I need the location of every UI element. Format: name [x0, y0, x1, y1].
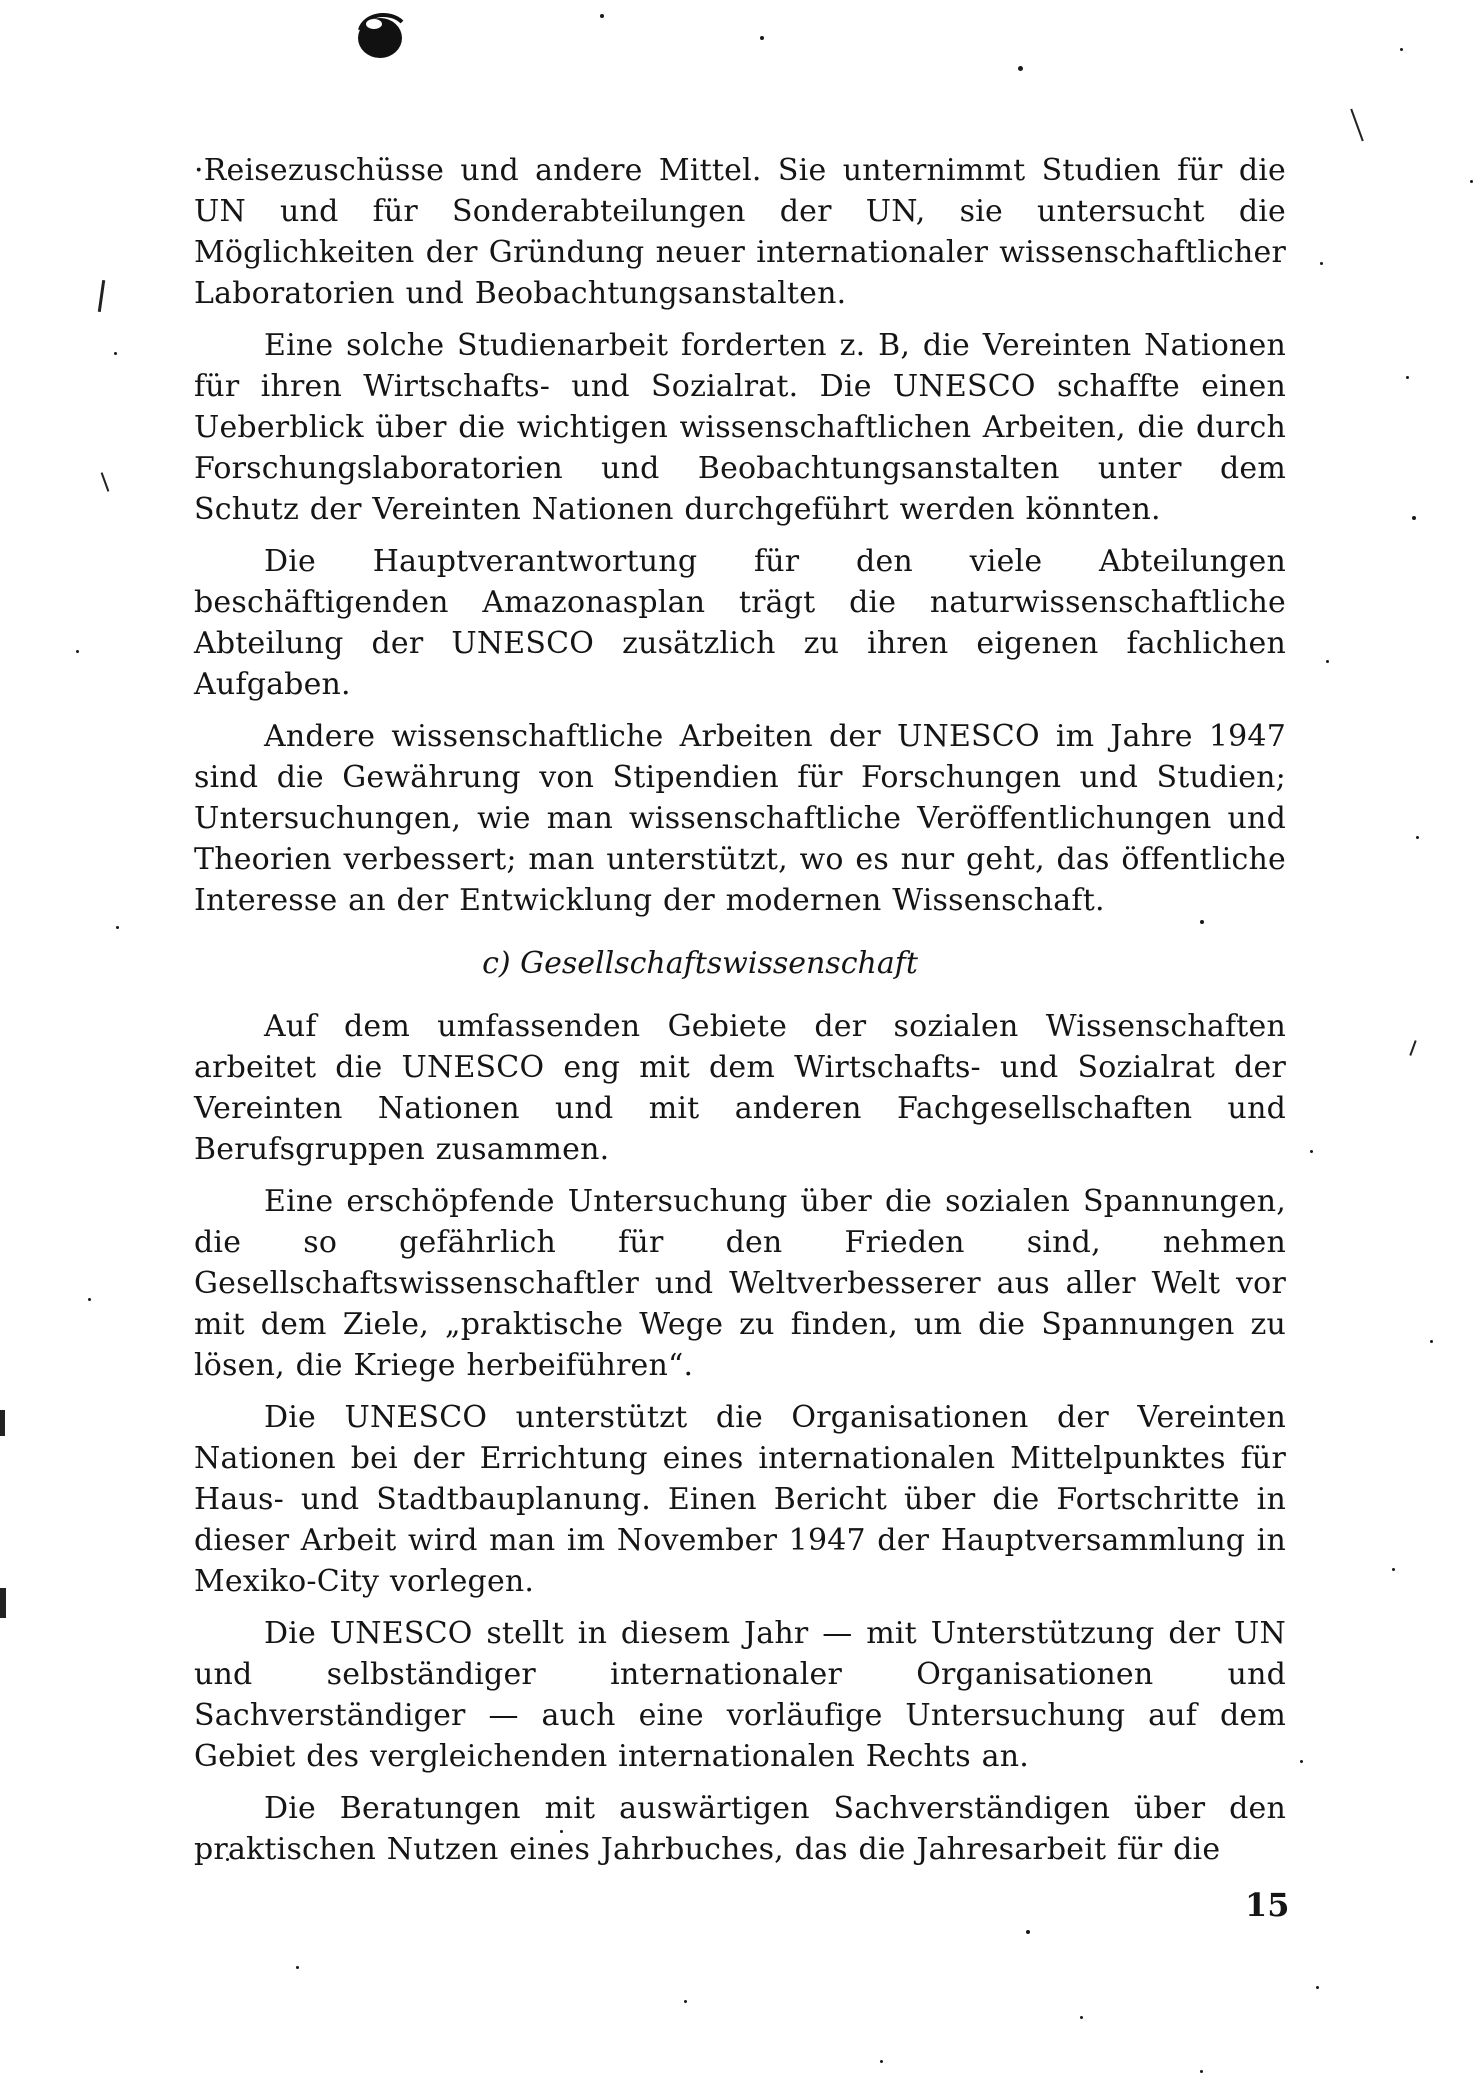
speck	[760, 36, 764, 40]
speck	[1412, 516, 1416, 520]
speck	[684, 2000, 687, 2003]
paragraph: Die Hauptverantwortung für den viele Abteilungen beschäftigenden Amazonasplan trägt die naturwissenschaftliche Abteilung der UNESCO zusätzlich zu ihren eigenen fachlichen Aufgaben.	[194, 544, 1286, 702]
body-text	[194, 150, 1286, 1881]
speck	[1326, 660, 1329, 663]
margin-mark	[1350, 109, 1364, 142]
speck	[296, 1966, 299, 1969]
paragraph: Eine solche Studienarbeit forderten z. B, die Vereinten Nationen für ihren Wirtschafts- und Sozialrat. Die UNESCO schaffte einen Ueberblick über die wichtigen wissenschaftlichen Arbeiten, die durch Forschungslaboratorien und Beobachtungsanstalten unter dem Schutz der Vereinten Nationen durchgeführt werden könnten.	[194, 328, 1286, 527]
margin-mark	[101, 472, 110, 491]
margin-mark	[0, 1410, 5, 1436]
speck	[1400, 48, 1403, 51]
paragraph: Die Beratungen mit auswärtigen Sachverständigen über den praktischen Nutzen eines Jahrbuches, das die Jahresarbeit für die	[194, 1791, 1286, 1867]
speck	[116, 926, 119, 929]
section-heading: c) Gesellschaftswissenschaft	[482, 946, 918, 981]
margin-mark	[1409, 1040, 1416, 1056]
speck	[1316, 1986, 1319, 1989]
paragraph: Auf dem umfassenden Gebiete der sozialen Wissenschaften arbeitet die UNESCO eng mit dem Wirtschafts- und Sozialrat der Vereinten Nationen und mit anderen Fachgesellschaften und Berufsgruppen zusammen.	[194, 1009, 1286, 1167]
speck	[76, 650, 79, 653]
speck	[600, 14, 604, 18]
margin-mark	[98, 280, 105, 312]
speck	[1470, 180, 1473, 183]
speck	[1310, 1150, 1313, 1153]
paragraph: Die UNESCO unterstützt die Organisationen der Vereinten Nationen bei der Errichtung eines internationalen Mittelpunktes für Haus- und Stadtbauplanung. Einen Bericht über die Fortschritte in dieser Arbeit wird man im November 1947 der Hauptversammlung in Mexiko-City vorlegen.	[194, 1400, 1286, 1599]
speck	[1320, 262, 1323, 265]
speck	[1392, 1568, 1395, 1571]
speck	[1018, 66, 1023, 71]
speck	[1026, 1930, 1030, 1934]
paragraph: Eine erschöpfende Untersuchung über die sozialen Spannungen, die so gefährlich für den Frieden sind, nehmen Gesellschaftswissenschaftler und Weltverbesserer aus aller Welt vor mit dem Ziele, „praktische Wege zu finden, um die Spannungen zu lösen, die Kriege herbeiführen“.	[194, 1184, 1286, 1383]
speck	[1406, 376, 1409, 379]
margin-mark	[0, 1588, 6, 1618]
speck	[1416, 836, 1419, 839]
speck	[88, 1298, 91, 1301]
speck	[1430, 1340, 1433, 1343]
ink-blot-icon	[350, 8, 412, 62]
page-number: 15	[1245, 1886, 1290, 1924]
speck	[1300, 1760, 1303, 1763]
speck	[114, 352, 117, 355]
speck	[1200, 2070, 1203, 2073]
speck	[1080, 2016, 1083, 2019]
paragraph: ·Reisezuschüsse und andere Mittel. Sie unternimmt Studien für die UN und für Sonderabteilungen der UN, sie untersucht die Möglichkeiten der Gründung neuer internationaler wissenschaftlicher Laboratorien und Beobachtungsanstalten.	[194, 153, 1286, 311]
speck	[880, 2060, 883, 2063]
paragraph: Die UNESCO stellt in diesem Jahr — mit Unterstützung der UN und selbständiger internationaler Organisationen und Sachverständiger — auch eine vorläufige Untersuchung auf dem Gebiet des vergleichenden internationalen Rechts an.	[194, 1616, 1286, 1774]
paragraph: Andere wissenschaftliche Arbeiten der UNESCO im Jahre 1947 sind die Gewährung von Stipendien für Forschungen und Studien; Untersuchungen, wie man wissenschaftliche Veröffentlichungen und Theorien verbessert; man unterstützt, wo es nur geht, das öffentliche Interesse an der Entwicklung der modernen Wissenschaft.	[194, 719, 1286, 918]
